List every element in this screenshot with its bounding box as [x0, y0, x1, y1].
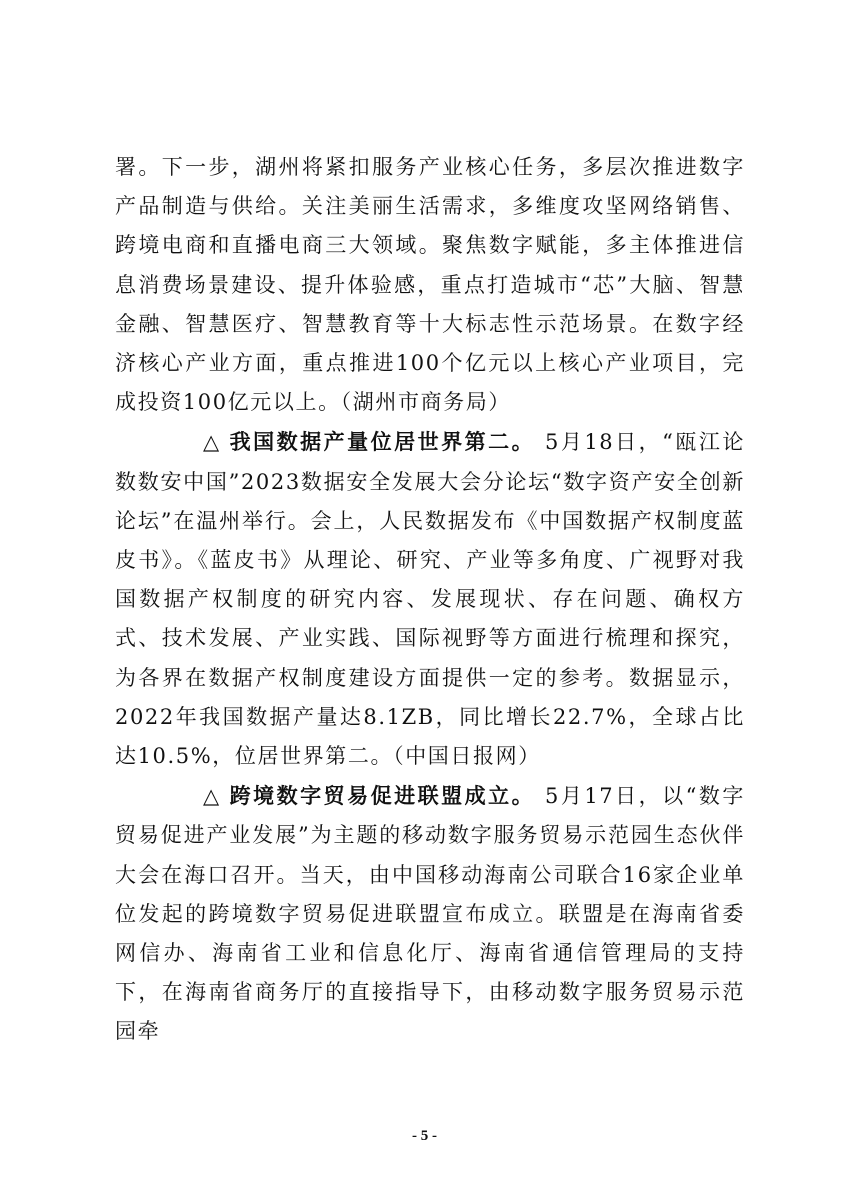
- paragraph-huzhou-continuation: [115, 148, 745, 422]
- triangle-bullet-icon: △: [203, 430, 221, 455]
- page-number: - 5 -: [412, 1128, 437, 1144]
- news-item-heading: [159, 429, 545, 454]
- news-item-text: 5月17日，以“数字贸易促进产业发展”为主题的移动数字服务贸易示范园生态伙伴大会在海口召开。当天，由中国移动海南公司联合16家企业单位发起的跨境数字贸易促进联盟宣布成立。联盟是在海南省委网信办、海南省工业和信息化厅、海南省通信管理局的支持下，在海南省商务厅的直接指导下，由移动数字服务贸易示范园牵: [115, 784, 745, 1044]
- news-item-title: 跨境数字贸易促进联盟成立。: [228, 783, 536, 809]
- paragraph-text: 署。下一步，湖州将紧扣服务产业核心任务，多层次推进数字产品制造与供给。关注美丽生活需求，多维度攻坚网络销售、跨境电商和直播电商三大领域。聚焦数字赋能，多主体推进信息消费场景建设、提升体验感，重点打造城市“芯”大脑、智慧金融、智慧医疗、智慧教育等十大标志性示范场景。在数字经济核心产业方面，重点推进100个亿元以上核心产业项目，完成投资100亿元以上。（湖州市商务局）: [115, 155, 745, 415]
- news-item-title: 我国数据产量位居世界第二。: [228, 429, 536, 455]
- news-item-text: 5月18日，“瓯江论数数安中国”2023数据安全发展大会分论坛“数字资产安全创新论坛”在温州举行。会上，人民数据发布《中国数据产权制度蓝皮书》。《蓝皮书》从理论、研究、产业等多角度、广视野对我国数据产权制度的研究内容、发展现状、存在问题、确权方式、技术发展、产业实践、国际视野等方面进行梳理和探究，为各界在数据产权制度建设方面提供一定的参考。数据显示，2022年我国数据产量达8.1ZB，同比增长22.7%，全球占比达10.5%，位居世界第二。（中国日报网）: [115, 430, 745, 769]
- triangle-bullet-icon: △: [203, 784, 221, 809]
- news-item-data-production: [115, 422, 745, 776]
- document-body: [115, 148, 745, 1052]
- news-item-heading: [159, 783, 545, 808]
- news-item-digital-trade-alliance: [115, 776, 745, 1051]
